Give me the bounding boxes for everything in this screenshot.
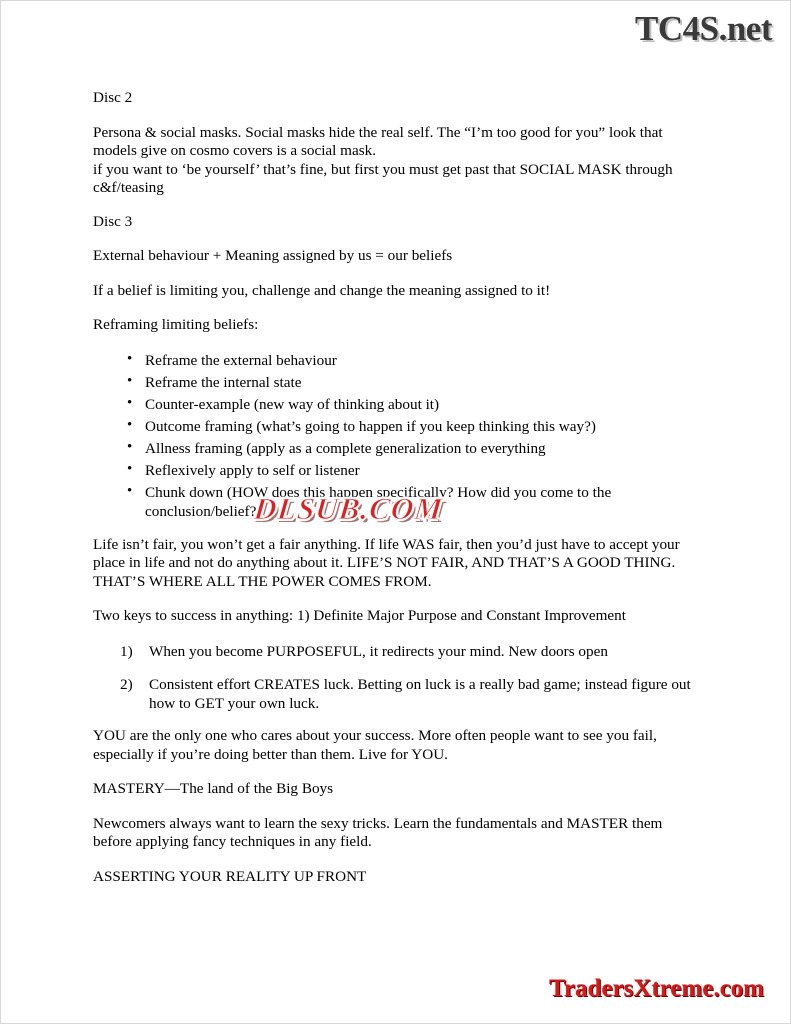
paragraph-disc3-heading: Disc 3: [93, 212, 133, 230]
paragraph-two-keys: Two keys to success in anything: 1) Definite Major Purpose and Constant Improvement: [93, 607, 626, 625]
list-item: • Reframe the external behaviour: [145, 351, 699, 370]
paragraph-limiting-belief: If a belief is limiting you, challenge and change the meaning assigned to it!: [93, 281, 551, 299]
paragraph-life-isnt-fair: Life isn’t fair, you won’t get a fair anything. If life WAS fair, then you’d just have to accept your place in life and not do anything about it. LIFE’S NOT FAIR, AND THAT’S A GOOD THING. THAT’S WHERE ALL THE POWER COMES FROM.: [93, 535, 680, 590]
watermark-center: DLSUB.COM: [252, 491, 445, 526]
paragraph-reframing-heading: Reframing limiting beliefs:: [93, 316, 259, 334]
paragraph-you-are-only-one: YOU are the only one who cares about your success. More often people want to see you fail, especially if you’re doing better than them. Live for YOU.: [93, 727, 657, 763]
list-item: • Allness framing (apply as a complete generalization to everything: [145, 439, 699, 458]
watermark-top-right: TC4S.net: [635, 9, 772, 48]
disc2-body-line1: Persona & social masks. Social masks hide the real self. The “I’m too good for you” look that models give on cosmo covers is a social mask.: [93, 123, 663, 160]
paragraph-disc2-heading: Disc 2: [93, 89, 133, 106]
disc2-body-line2: if you want to ‘be yourself’ that’s fine, but first you must get past that SOCIAL MASK through c&f/teasing: [93, 160, 673, 197]
paragraph-newcomers: Newcomers always want to learn the sexy tricks. Learn the fundamentals and MASTER them before applying fancy techniques in any field.: [93, 814, 663, 851]
list-item: Consistent effort CREATES luck. Betting on luck is a really bad game; instead figure out how to GET your own luck.: [149, 675, 691, 713]
list-item: • Outcome framing (what’s going to happen if you keep thinking this way?): [145, 417, 699, 436]
watermark-bottom-right: TradersXtreme.com: [549, 975, 764, 1002]
paragraph-mastery-heading: MASTERY—The land of the Big Boys: [93, 780, 334, 798]
list-item: When you become PURPOSEFUL, it redirects your mind. New doors open: [149, 642, 608, 660]
paragraph-disc2-body: [93, 124, 699, 198]
list-item: • Counter-example (new way of thinking about it): [145, 395, 699, 414]
list-item: • Reflexively apply to self or listener: [145, 461, 699, 480]
list-item: • Reframe the internal state: [145, 373, 699, 392]
paragraph-beliefs-formula: External behaviour + Meaning assigned by us = our beliefs: [93, 247, 453, 265]
paragraph-asserting-reality: ASSERTING YOUR REALITY UP FRONT: [93, 867, 367, 885]
list-item: • Chunk down (HOW does this happen specifically? How did you come to the conclusion/belief?): [145, 483, 699, 522]
success-keys-list: [93, 642, 699, 713]
